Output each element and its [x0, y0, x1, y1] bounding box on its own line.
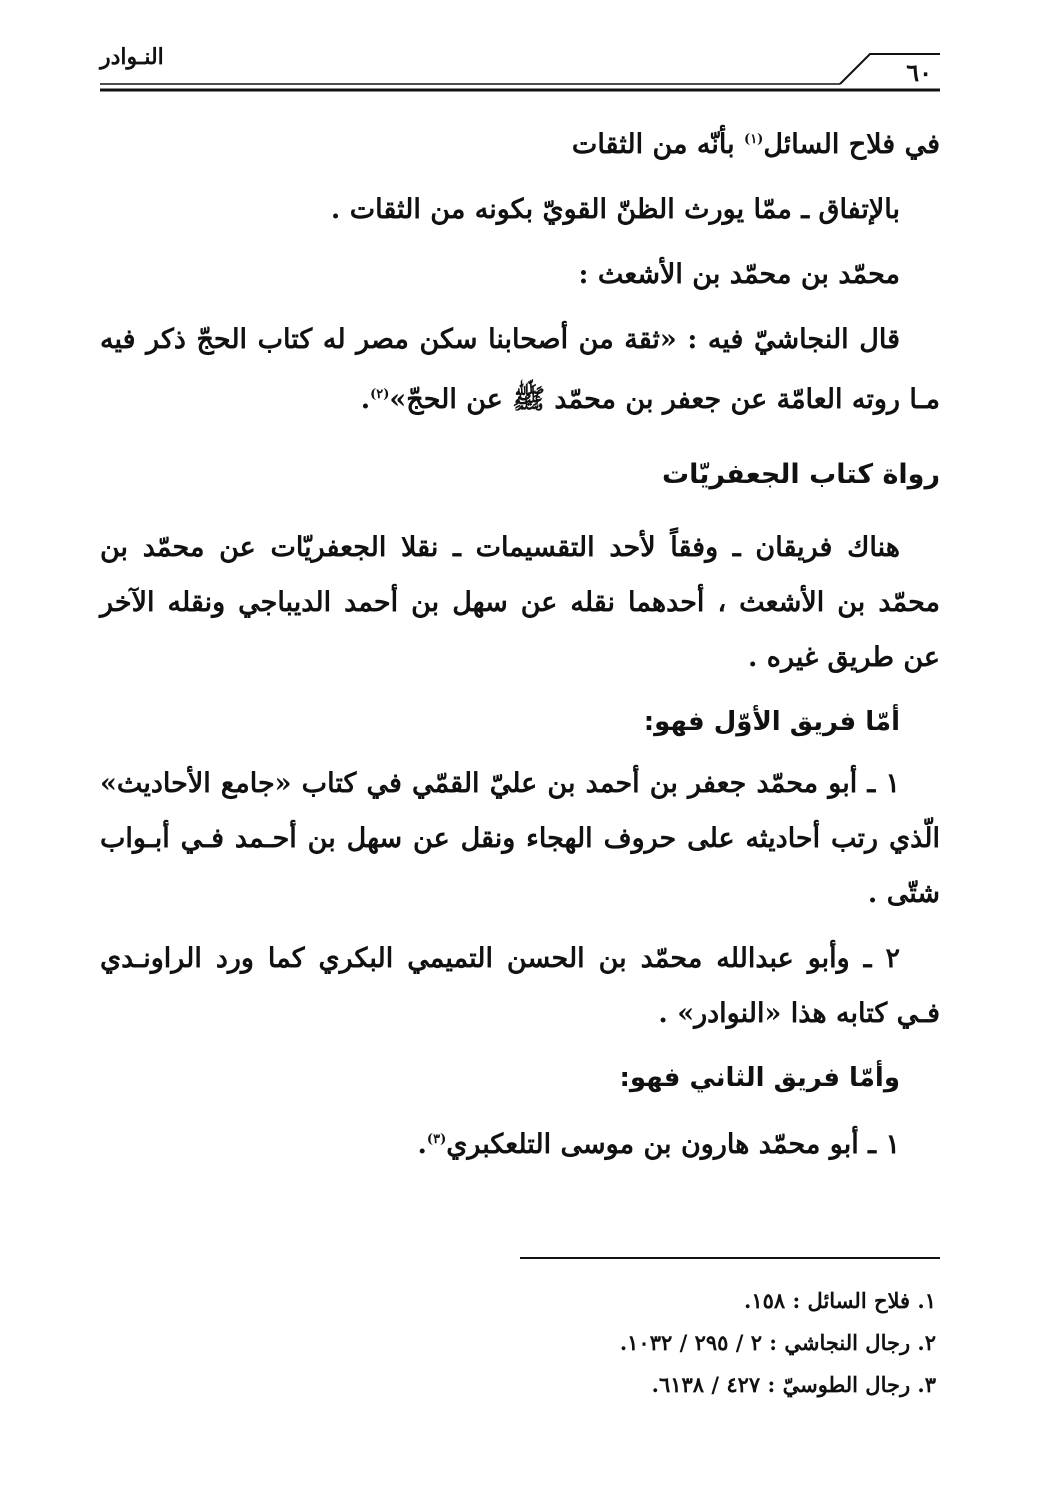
footnote-3: ٣. رجال الطوسيّ : ٤٢٧ / ٦١٣٨.	[651, 1372, 936, 1397]
footnote-ref-3[interactable]: (٣)	[426, 1132, 447, 1147]
footnote-separator	[520, 1257, 940, 1259]
paragraph-3: محمّد بن محمّد بن الأشعث :	[578, 259, 900, 290]
paragraph-8-text: ١ ـ أبو محمّد هارون بن موسى التلعكبري	[446, 1129, 900, 1160]
section-heading: رواة كتاب الجعفريّات	[661, 459, 940, 490]
paragraph-1	[100, 112, 940, 172]
paragraph-8-end: .	[417, 1129, 427, 1160]
paragraph-6: ١ ـ أبو محمّد جعفر بن أحمد بن عليّ القمّي في كتاب «جامع الأحاديث» الّذي رتب أحاديثه على حروف الهجاء ونقل عن سهل بن أحـمد فـي أبـواب شتّى .	[100, 768, 940, 909]
footnotes	[100, 1280, 940, 1406]
footnote-1: ١. فلاح السائل : ١٥٨.	[744, 1288, 936, 1313]
paragraph-7: ٢ ـ وأبو عبدالله محمّد بن الحسن التميمي البكري كما ورد الراونـدي فـي كتابه هذا «النوادر» .	[100, 943, 940, 1029]
paragraph-4-text: قال النجاشيّ فيه : «ثقة من أصحابنا سكن مصر له كتاب الحجّ ذكر فيه مـا روته العامّة عن جعفر بن محمّد ﷺ عن الحجّ»	[100, 324, 940, 415]
footnote-ref-1[interactable]: (١)	[744, 132, 764, 147]
paragraph-4	[100, 312, 940, 427]
footnote-2: ٢. رجال النجاشي : ٢ / ٢٩٥ / ١٠٣٢.	[619, 1330, 936, 1355]
main-text	[100, 112, 940, 1182]
footnote-ref-2[interactable]: (٢)	[370, 387, 390, 402]
paragraph-1-text: في فلاح السائل	[763, 129, 940, 160]
page-header	[100, 30, 940, 100]
paragraph-8	[100, 1112, 940, 1172]
subheading-second-group: وأمّا فريق الثاني فهو:	[619, 1063, 900, 1093]
paragraph-2: بالإتفاق ـ ممّا يورث الظنّ القويّ بكونه من الثقات .	[330, 194, 900, 225]
running-title: النـوادر	[100, 44, 164, 70]
page-number: ٦٠	[906, 58, 932, 87]
header-rule-lines	[100, 30, 940, 100]
paragraph-5: هناك فريقان ـ وفقاً لأحد التقسيمات ـ نقلا الجعفريّات عن محمّد بن محمّد بن الأشعث ، أحدهما نقله عن سهل بن أحمد الديباجي ونقله الآخر عن طريق غيره .	[100, 532, 940, 673]
subheading-first-group: أمّا فريق الأوّل فهو:	[643, 707, 900, 737]
paragraph-1-rest: بأنّه من الثقات	[571, 129, 745, 160]
paragraph-4-end: .	[360, 384, 371, 415]
